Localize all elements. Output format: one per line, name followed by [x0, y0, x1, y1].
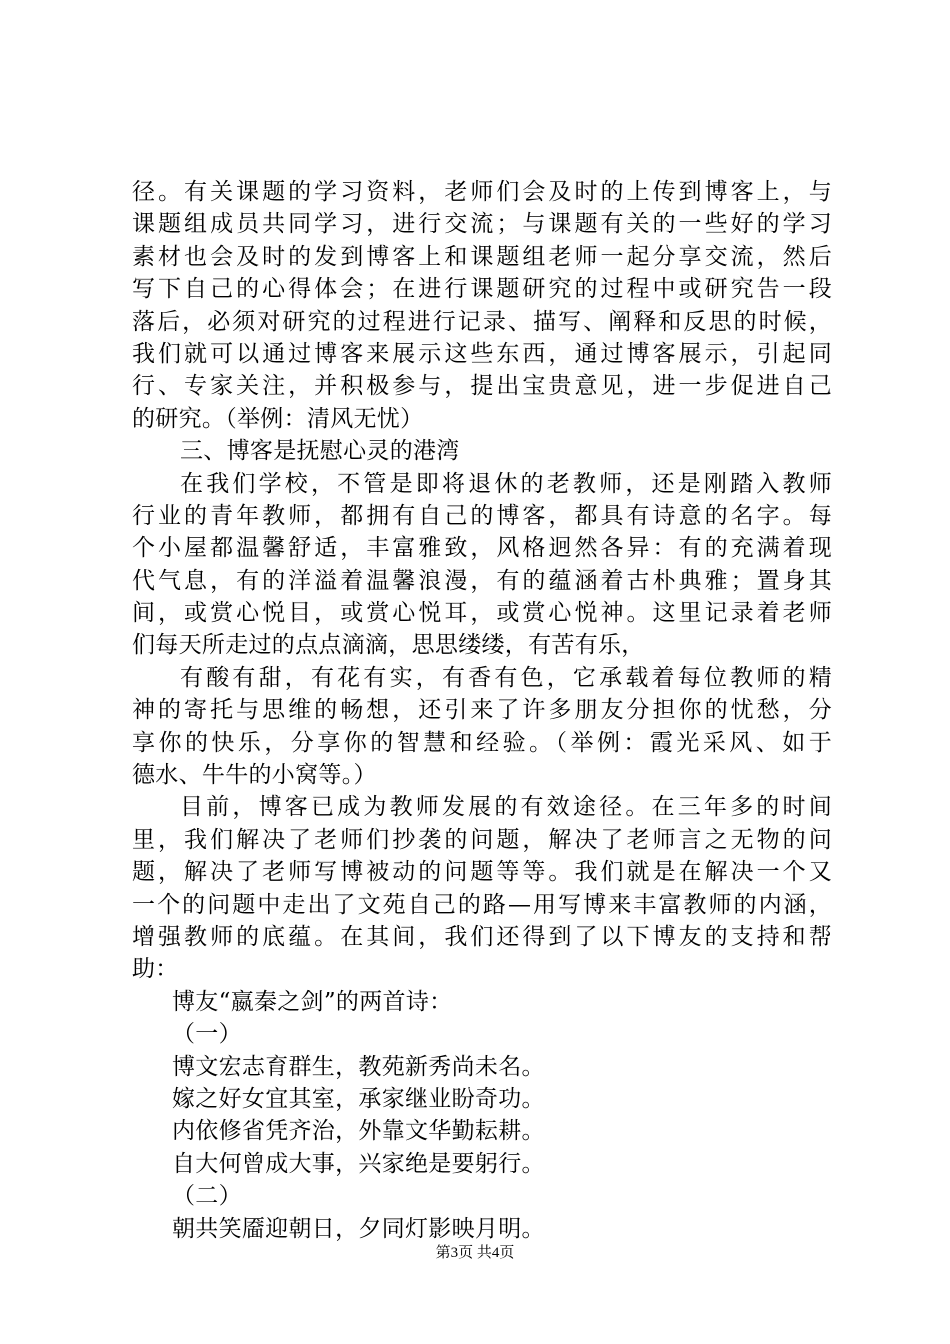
poem-line: 朝共笑靥迎朝日，夕同灯影映月明。 [172, 1215, 545, 1242]
paragraph-line: 有酸有甜，有花有实，有香有色，它承载着每位教师的精 [180, 664, 832, 691]
paragraph-line: 个小屋都温馨舒适，丰富雅致，风格迥然各异：有的充满着现 [132, 535, 832, 562]
paragraph-line: 行业的青年教师，都拥有自己的博客，都具有诗意的名字。每 [132, 502, 832, 529]
poem-line: 嫁之好女宜其室，承家继业盼奇功。 [172, 1085, 545, 1112]
paragraph-line: 一个的问题中走出了文苑自己的路—用写博来丰富教师的内涵， [132, 891, 832, 918]
paragraph-line: 助： [132, 956, 179, 983]
paragraph-line: 间，或赏心悦目，或赏心悦耳，或赏心悦神。这里记录着老师 [132, 600, 832, 627]
poem-number: （二） [172, 1183, 242, 1210]
paragraph-line: 德水、牛牛的小窝等。） [132, 762, 377, 789]
paragraph-line: 增强教师的底蕴。在其间，我们还得到了以下博友的支持和帮 [132, 923, 832, 950]
paragraph-line: 代气息，有的洋溢着温馨浪漫，有的蕴涵着古朴典雅；置身其 [132, 567, 832, 594]
poem-line: 内依修省凭齐治，外靠文华勤耘耕。 [172, 1118, 545, 1145]
poem-line: 博文宏志育群生，教苑新秀尚未名。 [172, 1053, 545, 1080]
paragraph-line: 享你的快乐，分享你的智慧和经验。（举例：霞光采风、如于 [132, 729, 832, 756]
page-footer: 第3页 共4页 [435, 1245, 515, 1261]
document-body [132, 176, 832, 1245]
poem-number: （一） [172, 1021, 242, 1048]
paragraph-line: 题，解决了老师写博被动的问题等等。我们就是在解决一个又 [132, 859, 832, 886]
paragraph-line: 目前，博客已成为教师发展的有效途径。在三年多的时间 [180, 794, 832, 821]
poem-intro: 博友“嬴秦之剑”的两首诗： [172, 988, 453, 1015]
paragraph-line: 我们就可以通过博客来展示这些东西，通过博客展示，引起同 [132, 340, 832, 367]
paragraph-line: 在我们学校，不管是即将退休的老教师，还是刚踏入教师 [180, 470, 832, 497]
paragraph-line: 的研究。（举例：清风无忧） [132, 405, 424, 432]
paragraph-line: 落后，必须对研究的过程进行记录、描写、阐释和反思的时候， [132, 308, 832, 335]
paragraph-line: 里，我们解决了老师们抄袭的问题，解决了老师言之无物的问 [132, 826, 832, 853]
paragraph-line: 行、专家关注，并积极参与，提出宝贵意见，进一步促进自己 [132, 373, 832, 400]
section-heading: 三、博客是抚慰心灵的港湾 [180, 438, 460, 465]
paragraph-line: 神的寄托与思维的畅想，还引来了许多朋友分担你的忧愁，分 [132, 697, 832, 724]
paragraph-line: 写下自己的心得体会；在进行课题研究的过程中或研究告一段 [132, 276, 832, 303]
paragraph-line: 素材也会及时的发到博客上和课题组老师一起分享交流，然后 [132, 243, 832, 270]
paragraph-line: 径。有关课题的学习资料，老师们会及时的上传到博客上，与 [132, 179, 832, 205]
paragraph-line: 课题组成员共同学习，进行交流；与课题有关的一些好的学习 [132, 211, 832, 238]
poem-line: 自大何曾成大事，兴家绝是要躬行。 [172, 1150, 545, 1177]
paragraph-line: 们每天所走过的点点滴滴，思思缕缕，有苦有乐， [132, 632, 645, 659]
